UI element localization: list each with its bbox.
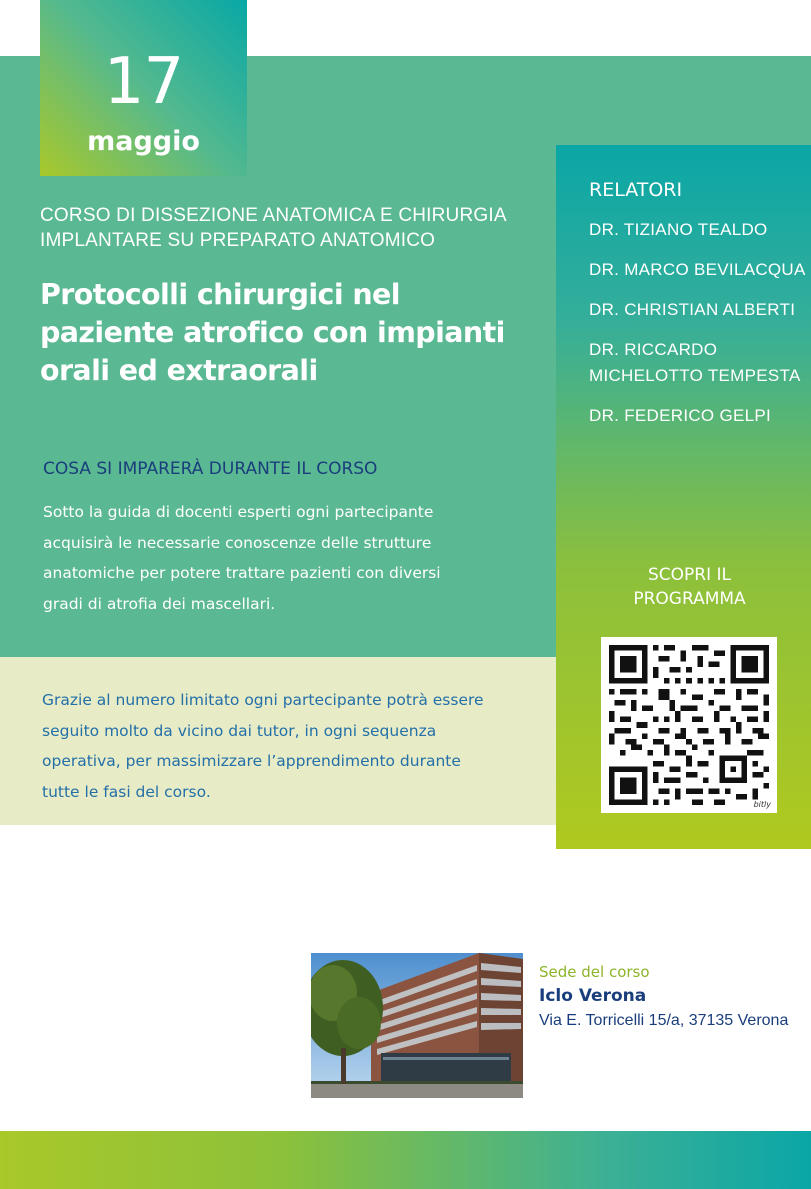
- venue-name: Iclo Verona: [539, 986, 647, 1006]
- speaker-name-cont: MICHELOTTO TEMPESTA: [589, 366, 801, 385]
- note-text-line: operativa, per massimizzare l’apprendimento durante: [42, 752, 461, 770]
- qr-code-icon[interactable]: [601, 637, 777, 813]
- speaker-name: DR. FEDERICO GELPI: [589, 406, 772, 425]
- speaker-name: DR. CHRISTIAN ALBERTI: [589, 300, 796, 319]
- note-text-line: seguito molto da vicino dai tutor, in ogni sequenza: [42, 721, 437, 740]
- program-link-line: PROGRAMMA: [633, 589, 746, 609]
- note-text: [42, 685, 532, 807]
- speaker-item: [589, 217, 809, 243]
- course-type: [40, 203, 520, 253]
- learning-text: [43, 497, 503, 619]
- learning-text-line: Sotto la guida di docenti esperti ogni partecipante: [43, 503, 434, 521]
- course-title-line: orali ed extraorali: [40, 354, 318, 387]
- speaker-item: [589, 337, 809, 389]
- course-title-line: paziente atrofico con impianti: [40, 316, 505, 349]
- building-photo-graphic: [311, 953, 523, 1098]
- qr-brand-label: bitly: [753, 800, 771, 809]
- note-text-line: tutte le fasi del corso.: [42, 782, 211, 801]
- learning-text-line: gradi di atrofia dei mascellari.: [43, 594, 276, 613]
- course-type-line: CORSO DI DISSEZIONE ANATOMICA E CHIRURGIA: [40, 205, 507, 226]
- date-badge: [40, 0, 247, 176]
- speakers-panel: [556, 145, 811, 849]
- venue-photo: [311, 953, 523, 1098]
- date-day: 17: [103, 45, 184, 119]
- course-type-line: IMPLANTARE SU PREPARATO ANATOMICO: [40, 230, 436, 251]
- date-month: maggio: [87, 126, 200, 157]
- venue-address: Via E. Torricelli 15/a, 37135 Verona: [539, 1012, 789, 1029]
- speakers-list: [589, 217, 809, 443]
- learning-heading: COSA SI IMPARERÀ DURANTE IL CORSO: [43, 459, 378, 479]
- program-link-line: SCOPRI IL: [647, 565, 731, 585]
- learning-text-line: acquisirà le necessarie conoscenze delle strutture: [43, 533, 432, 552]
- speaker-name: DR. RICCARDO: [589, 340, 718, 359]
- speaker-item: [589, 257, 809, 283]
- program-link[interactable]: [556, 563, 811, 611]
- speaker-name: DR. TIZIANO TEALDO: [589, 220, 768, 239]
- learning-text-line: anatomiche per potere trattare pazienti con diversi: [43, 564, 441, 582]
- course-title-line: Protocolli chirurgici nel: [40, 278, 400, 311]
- footer-bar: [0, 1131, 811, 1189]
- venue-label: Sede del corso: [539, 963, 650, 981]
- speaker-name: DR. MARCO BEVILACQUA: [589, 260, 806, 279]
- course-title: [40, 276, 540, 390]
- note-text-line: Grazie al numero limitato ogni partecipante potrà essere: [42, 691, 484, 709]
- speaker-item: [589, 297, 809, 323]
- speakers-heading: RELATORI: [589, 179, 683, 201]
- qr-code-graphic: [609, 645, 769, 805]
- speaker-item: [589, 403, 809, 429]
